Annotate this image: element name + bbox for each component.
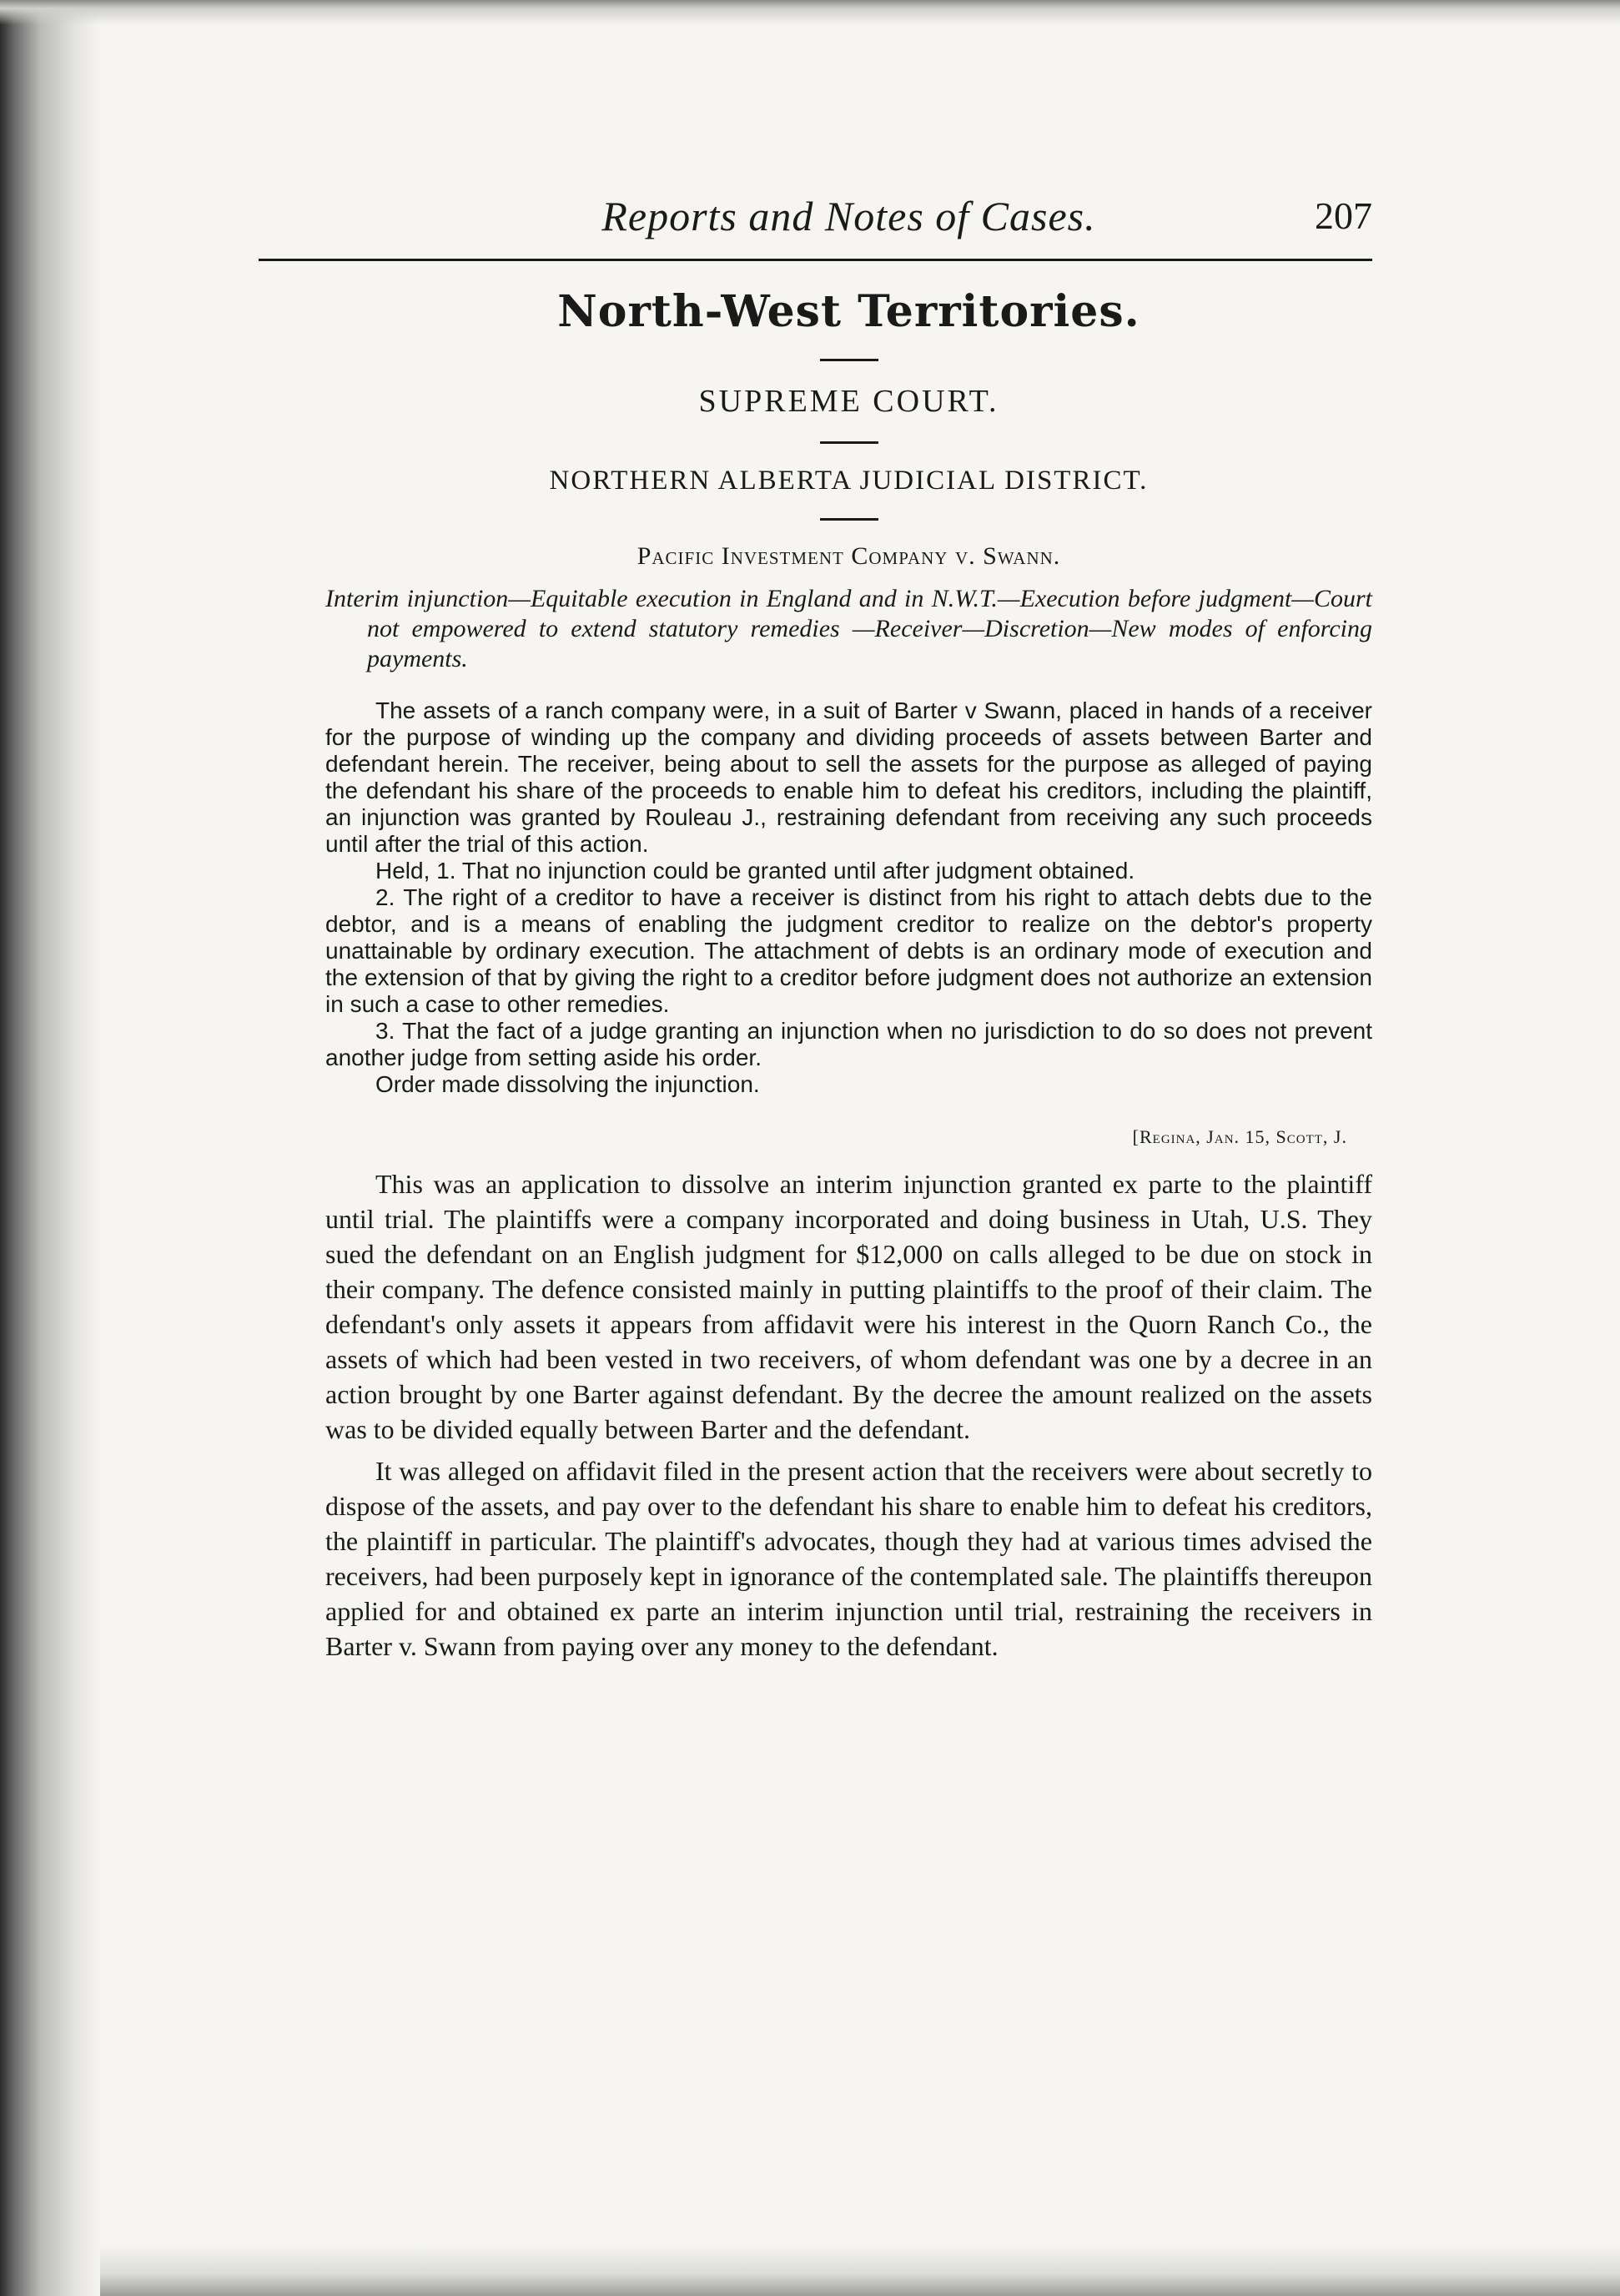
- running-head-title: Reports and Notes of Cases.: [601, 193, 1096, 239]
- running-head: [325, 192, 1372, 250]
- case-name: Pacific Investment Company v. Swann.: [636, 542, 1061, 570]
- body-paragraph-1: This was an application to dissolve an interim injunction granted ex parte to the plaintiff until trial. The plaintiffs were a company incorporated and doing business in Utah, U.S. They sued the defendant on an English judgment for $12,000 on calls alleged to be due on stock in their company. The defence consisted mainly in putting plaintiffs to the proof of their claim. The defendant's only assets it appears from affidavit were his interest in the Quorn Ranch Co., the assets of which had been vested in two receivers, of whom defendant was one by a decree in an action brought by one Barter against defendant. By the decree the amount realized on the assets was to be divided equally between Barter and the defendant.: [325, 1169, 1372, 1444]
- page-number: 207: [1315, 194, 1372, 237]
- divider-rule: [820, 518, 878, 521]
- held-point-2: 2. The right of a creditor to have a receiver is distinct from his right to attach debts due to the debtor, and is a means of enabling the judgment creditor to realize on the debtor's property unattainable by ordinary execution. The attachment of debts is an ordinary mode of execution and the extension of that by giving the right to a creditor before judgment does not authorize an extension in such a case to other remedies.: [325, 884, 1372, 1017]
- divider-rule: [820, 441, 878, 444]
- held-point-3: 3. That the fact of a judge granting an injunction when no jurisdiction to do so does not prevent another judge from setting aside his order.: [325, 1018, 1372, 1070]
- territory-title: North-West Territories.: [557, 286, 1140, 337]
- held-point-1: Held, 1. That no injunction could be granted until after judgment obtained.: [375, 858, 1135, 884]
- page-content: [325, 192, 1372, 1664]
- body-paragraph-2: It was alleged on affidavit filed in the present action that the receivers were about secretly to dispose of the assets, and pay over to the defendant his share to enable him to defeat his creditors, the plaintiff in particular. The plaintiff's advocates, though they had at various times advised the receivers, had been purposely kept in ignorance of the contemplated sale. The plaintiffs thereupon applied for and obtained ex parte an interim injunction until trial, restraining the receivers in Barter v. Swann from paying over any money to the defendant.: [325, 1456, 1372, 1661]
- order-line: Order made dissolving the injunction.: [375, 1071, 760, 1097]
- court-name: SUPREME COURT.: [698, 384, 999, 419]
- scan-edge-bottom: [100, 2244, 1620, 2296]
- district-name: NORTHERN ALBERTA JUDICIAL DISTRICT.: [549, 466, 1149, 496]
- header-rule: [259, 259, 1372, 261]
- summary-paragraph: The assets of a ranch company were, in a suit of Barter v Swann, placed in hands of a receiver for the purpose of winding up the company and dividing proceeds of assets between Barter and defendant herein. The receiver, being about to sell the assets for the purpose as alleged of paying the defendant his share of the proceeds to enable him to defeat his creditors, including the plaintiff, an injunction was granted by Rouleau J., restraining defendant from receiving any such proceeds until after the trial of this action.: [325, 697, 1372, 857]
- byline: [Regina, Jan. 15, Scott, J.: [1132, 1126, 1347, 1147]
- scan-edge-left: [0, 0, 100, 2296]
- scan-edge-top: [0, 0, 1620, 25]
- headnote: Interim injunction—Equitable execution in England and in N.W.T.—Execution before judgment—Court not empowered to extend statutory remedies —Receiver—Discretion—New modes of enforcing payments.: [325, 585, 1372, 672]
- divider-rule: [820, 359, 878, 361]
